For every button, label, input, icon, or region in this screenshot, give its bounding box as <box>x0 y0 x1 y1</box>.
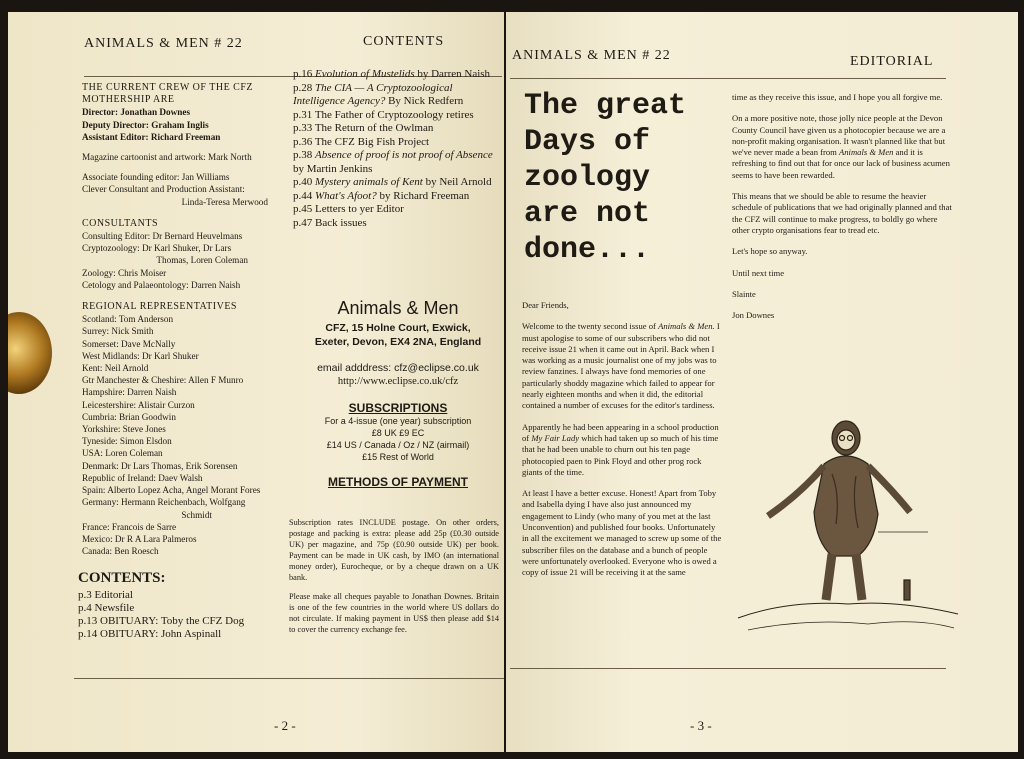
text-run: Welcome to the twenty second issue of <box>522 321 656 332</box>
toc-title: Letters to yer Editor <box>315 203 404 215</box>
toc-item <box>293 190 493 204</box>
editorial-para <box>732 113 954 181</box>
right-page <box>506 12 1018 752</box>
text-run: and it is refreshing to find out that for once our lack of business acumen seems to have been rewarded. <box>732 147 950 180</box>
subscription-line: £15 Rest of World <box>362 452 434 462</box>
text-run: I must apologise to some of our subscribers who did not receive issue 21 when it came out in April. Back when I was working as a music journalist one of my jobs was to review fanzines. I always have fond memories of one particularly shoddy magazine which failed to appear for nearly eighteen months and when it did, the editorial contained a number of excuses for the editor's tardiness. <box>522 321 720 411</box>
staff-column <box>82 82 282 557</box>
toc-title: The CFZ Big Fish Project <box>314 135 430 148</box>
regional-line: USA: Loren Coleman <box>82 448 163 459</box>
toc-page: p.38 <box>293 149 313 161</box>
associate-line: Associate founding editor: Jan Williams <box>82 172 230 183</box>
right-header-section: EDITORIAL <box>850 54 934 69</box>
regional-heading: REGIONAL REPRESENTATIVES <box>82 301 237 313</box>
toc-page: p.28 <box>293 81 313 94</box>
web-line: http://www.eclipse.co.uk/cfz <box>337 376 459 387</box>
left-page-number: - 2 - <box>274 718 296 733</box>
payment-heading: METHODS OF PAYMENT <box>327 475 468 489</box>
right-footer-rule <box>510 668 946 669</box>
toc-item <box>293 109 493 123</box>
regional-line: Tyneside: Simon Elsdon <box>82 436 172 447</box>
publisher-name: Animals & Men <box>337 298 459 318</box>
signature: Jon Downes <box>732 310 775 321</box>
regional-line: Spain: Alberto Lopez Acha, Angel Morant Fores <box>82 485 261 496</box>
editorial-para: time as they receive this issue, and I hope you all forgive me. <box>732 92 943 102</box>
regional-line: West Midlands: Dr Karl Shuker <box>82 350 199 361</box>
toc-author: by Darren Naish <box>417 68 491 80</box>
contents-heading: CONTENTS: <box>78 570 166 586</box>
toc-item <box>293 122 493 136</box>
editorial-column-2 <box>732 92 954 321</box>
crew-line: Assistant Editor: Richard Freeman <box>82 131 221 142</box>
toc-page: p.31 <box>293 108 313 121</box>
regional-line: Canada: Ben Roesch <box>82 546 159 557</box>
editorial-para <box>522 422 722 478</box>
crew-line: Deputy Director: Graham Inglis <box>82 119 209 130</box>
toc-author: by Martin Jenkins <box>293 162 373 175</box>
toc-title: What's Afoot? <box>315 189 377 202</box>
subscription-line: For a 4-issue (one year) subscription <box>324 416 472 426</box>
editorial-column-1 <box>522 300 722 579</box>
toc-title: Evolution of Mustelids <box>315 68 415 80</box>
publisher-address: Exeter, Devon, EX4 2NA, England <box>314 336 482 348</box>
left-footer-rule <box>74 678 504 679</box>
regional-line: Cumbria: Brian Goodwin <box>82 411 176 422</box>
publisher-address: CFZ, 15 Holne Court, Exwick, <box>325 322 471 334</box>
headline-line: zoology <box>524 161 651 195</box>
toc-page: p.40 <box>293 176 313 188</box>
right-page-number: - 3 - <box>690 718 712 733</box>
contents-item: p.13 OBITUARY: Toby the CFZ Dog <box>78 615 245 627</box>
toc-item <box>293 68 493 82</box>
regional-line: Scotland: Tom Anderson <box>82 314 174 325</box>
toc-title: Back issues <box>315 216 367 229</box>
toc-title: The CIA — A Cryptozoological Intelligence Agency? <box>293 81 453 107</box>
text-run: which had taken up so much of his time that he had been unable to churn out his ten page photocopied paen to Pink Floyd and other prog rock giants of the time. <box>522 432 719 477</box>
toc-title: Mystery animals of Kent <box>315 176 423 188</box>
toc-item <box>293 203 493 217</box>
toc-page: p.16 <box>293 68 313 80</box>
regional-line: Denmark: Dr Lars Thomas, Erik Sorensen <box>82 460 238 471</box>
left-header-section: CONTENTS <box>363 34 445 49</box>
toc-page: p.45 <box>293 203 313 215</box>
crew-line: Director: Jonathan Downes <box>82 107 191 118</box>
contents-item: p.3 Editorial <box>78 589 133 601</box>
consultant-line: Consulting Editor: Dr Bernard Heuvelmans <box>82 231 243 242</box>
editorial-headline <box>524 88 724 268</box>
editorial-para: Until next time <box>732 267 785 278</box>
regional-line: Surrey: Nick Smith <box>82 326 154 337</box>
regional-line: Mexico: Dr R A Lara Palmeros <box>82 533 197 544</box>
toc-title: The Father of Cryptozoology retires <box>314 108 474 121</box>
right-header-rule <box>510 78 946 79</box>
salutation: Dear Friends, <box>522 300 569 310</box>
left-page <box>8 12 504 752</box>
subscription-line: £8 UK £9 EC <box>371 428 425 438</box>
editorial-para <box>522 321 722 411</box>
toc-list <box>293 68 493 230</box>
contents-item: p.4 Newsfile <box>78 602 135 614</box>
payment-para: Subscription rates INCLUDE postage. On other orders, postage and packing is extra: please add 25p (£0.30 outside UK) per magazine, and 75p (£0.90 outside UK) per book. Payment can be made in UK cash, by IMO (an international money order), Eurocheque, or by a cheque drawn on a UK bank. <box>289 518 499 582</box>
editorial-para: Let's hope so anyway. <box>732 246 808 257</box>
publisher-block <box>298 297 498 489</box>
regional-line: Republic of Ireland: Daev Walsh <box>82 472 203 483</box>
toc-page: p.47 <box>293 216 313 229</box>
text-run-italic: Animals & Men <box>839 147 894 158</box>
binder-hole <box>8 312 52 394</box>
consultant-line: Cetology and Palaeontology: Darren Naish <box>82 279 241 290</box>
regional-line: Germany: Hermann Reichenbach, Wolfgang <box>82 497 246 508</box>
regional-line: Kent: Neil Arnold <box>82 363 149 374</box>
consultant-line: Thomas, Loren Coleman <box>156 255 248 266</box>
associate-line: Linda-Teresa Merwood <box>181 196 268 207</box>
toc-author: By Nick Redfern <box>388 95 464 107</box>
toc-item <box>293 149 493 176</box>
email-line: email adddress: cfz@eclipse.co.uk <box>317 362 479 374</box>
text-run: Apparently he had been appearing in a school production of <box>522 421 719 443</box>
toc-page: p.33 <box>293 122 313 134</box>
headline-line: Days of <box>524 125 651 159</box>
toc-title: Absence of proof is not proof of Absence <box>315 149 493 161</box>
crew-heading: THE CURRENT CREW OF THE CFZ MOTHERSHIP ARE <box>82 82 254 106</box>
payment-para: Please make all cheques payable to Jonathan Downes. Britain is one of the few countries in the world where US dollars do not circulate. If making payment in US$ then please add $14 to cover the currency exchange fee. <box>289 592 499 634</box>
editorial-para: At least I have a better excuse. Honest! Apart from Toby and Isabella dying I have also just announced my engagement to Lindy (who many of you met at the last Unconvention) and published four books. Unfortunately in all the excitement we managed to screw up some of the subscriber files on the database and a bunch of people were unfortunately overlooked. Everyone who is owed a copy of issue 21 will be receiving it at the same <box>522 488 722 578</box>
headline-line: The great <box>524 89 687 123</box>
consultant-line: Cryptozoology: Dr Karl Shuker, Dr Lars <box>82 243 232 254</box>
regional-line: Yorkshire: Steve Jones <box>82 424 166 435</box>
editorial-para: Slainte <box>732 288 756 299</box>
regional-list <box>82 313 282 557</box>
contents-block <box>78 570 288 641</box>
toc-title: The Return of the Owlman <box>314 122 434 134</box>
toc-item <box>293 217 493 231</box>
toc-page: p.44 <box>293 189 313 202</box>
toc-author: by Neil Arnold <box>425 176 492 188</box>
headline-line: done... <box>524 233 651 267</box>
headline-line: are not <box>524 197 651 231</box>
toc-item <box>293 82 493 109</box>
toc-author: by Richard Freeman <box>379 189 470 202</box>
text-run: On a more positive note, those jolly nice people at the Devon County Council have given us a photocopier because we are a non-profit making organisation. It wasn't planned like that but we've never made a bean from <box>732 113 946 158</box>
consultants-heading: CONSULTANTS <box>82 217 159 229</box>
toc-item <box>293 136 493 150</box>
right-header-title: ANIMALS & MEN # 22 <box>512 48 671 63</box>
regional-line: Hampshire: Darren Naish <box>82 387 177 398</box>
regional-line: Somerset: Dave McNally <box>82 338 176 349</box>
editorial-para: This means that we should be able to resume the heavier schedule of publications that we had originally planned and that the CFZ will continue to make progress, to boldly go where other crypto organisations fear to tread etc. <box>732 191 952 235</box>
toc-item <box>293 176 493 190</box>
associate-line: Clever Consultant and Production Assistant: <box>82 184 245 195</box>
text-run-italic: My Fair Lady <box>531 432 580 443</box>
left-header-title: ANIMALS & MEN # 22 <box>84 36 243 51</box>
regional-line: Schmidt <box>181 509 212 520</box>
consultant-line: Zoology: Chris Moiser <box>82 267 167 278</box>
contents-item: p.14 OBITUARY: John Aspinall <box>78 628 222 640</box>
regional-line: Gtr Manchester & Cheshire: Allen F Munro <box>82 375 244 386</box>
regional-line: France: Francois de Sarre <box>82 521 177 532</box>
regional-line: Leicestershire: Alistair Curzon <box>82 399 195 410</box>
text-run-italic: Animals & Men. <box>658 321 715 332</box>
payment-text <box>289 517 499 635</box>
creature-illustration <box>728 404 964 640</box>
subscriptions-heading: SUBSCRIPTIONS <box>348 401 448 415</box>
toc-page: p.36 <box>293 135 313 148</box>
cartoonist-line: Magazine cartoonist and artwork: Mark North <box>82 152 252 163</box>
subscription-line: £14 US / Canada / Oz / NZ (airmail) <box>326 440 470 450</box>
